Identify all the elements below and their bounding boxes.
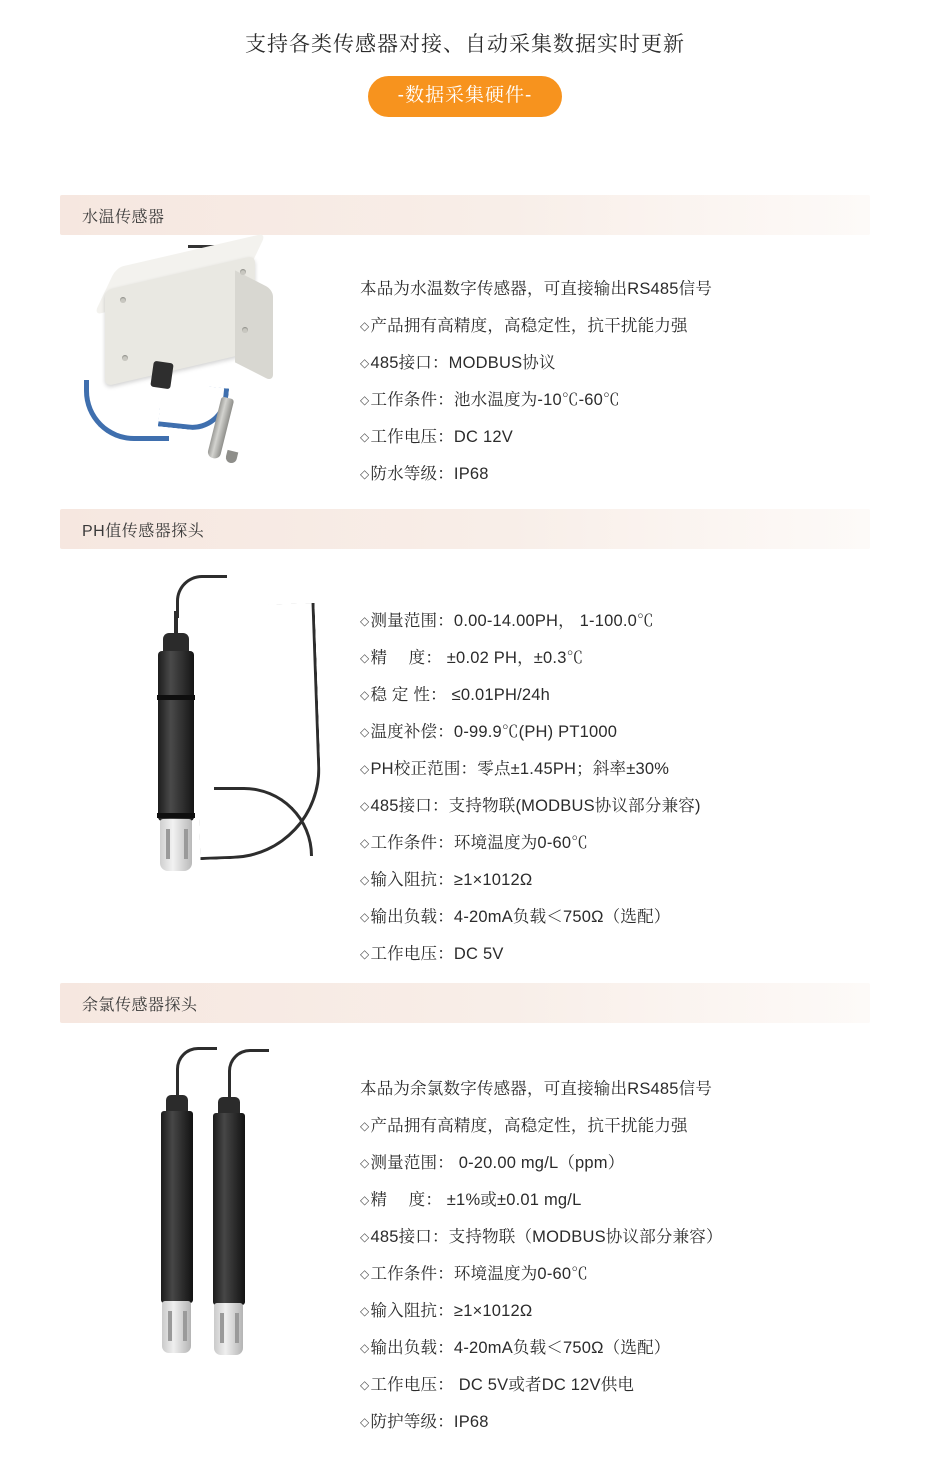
spec-text: 防水等级：IP68 [370, 465, 489, 483]
spec-line [360, 899, 930, 936]
page-title: 支持各类传感器对接、自动采集数据实时更新 [245, 33, 685, 56]
spec-line [360, 751, 930, 788]
section-badge: -数据采集硬件- [368, 76, 563, 117]
probe-tip-icon [225, 450, 239, 464]
screw-icon [240, 269, 246, 275]
screw-icon [120, 297, 126, 303]
diamond-bullet-icon: ◇ [360, 947, 370, 961]
spec-text: 485接口：支持物联（MODBUS协议部分兼容） [370, 1228, 723, 1246]
probe-slot-icon [168, 1311, 172, 1341]
diamond-bullet-icon: ◇ [360, 1230, 370, 1244]
spec-line [360, 345, 930, 382]
spec-list-chlorine [360, 1023, 930, 1441]
spec-text: 稳 定 性： ≤0.01PH/24h [370, 686, 550, 704]
cable-icon [176, 1047, 217, 1084]
diamond-bullet-icon: ◇ [360, 393, 370, 407]
water-temp-illustration [0, 245, 360, 475]
diamond-bullet-icon: ◇ [360, 1304, 370, 1318]
screw-icon [242, 327, 248, 333]
spec-text: 工作条件：环境温度为0-60℃ [370, 834, 588, 852]
spec-line [360, 419, 930, 456]
section-title: 水温传感器 [82, 208, 165, 226]
diamond-bullet-icon: ◇ [360, 614, 370, 628]
spec-text: 测量范围：0.00-14.00PH， 1-100.0℃ [370, 612, 654, 630]
section-content [0, 1023, 930, 1441]
spec-line [360, 603, 930, 640]
section-header-bar [60, 509, 870, 549]
spec-text: 工作电压：DC 12V [370, 428, 513, 446]
diamond-bullet-icon: ◇ [360, 430, 370, 444]
screw-icon [122, 355, 128, 361]
probe-slot-icon [183, 1311, 187, 1341]
spec-text: 输出负载：4-20mA负载＜750Ω（选配） [370, 1339, 671, 1357]
diamond-bullet-icon: ◇ [360, 1193, 370, 1207]
spec-line [360, 308, 930, 345]
spec-text: 产品拥有高精度，高稳定性，抗干扰能力强 [370, 317, 688, 335]
section-title: 余氯传感器探头 [82, 996, 198, 1014]
probe-ring-icon [157, 813, 195, 818]
spec-line [360, 456, 930, 493]
spec-text: 测量范围： 0-20.00 mg/L（ppm） [370, 1154, 625, 1172]
spec-text: 485接口：MODBUS协议 [370, 354, 556, 372]
spec-line [360, 1293, 930, 1330]
spec-line [360, 714, 930, 751]
diamond-bullet-icon: ◇ [360, 651, 370, 665]
spec-line [360, 640, 930, 677]
diamond-bullet-icon: ◇ [360, 467, 370, 481]
diamond-bullet-icon: ◇ [360, 1267, 370, 1281]
spec-line [360, 1404, 930, 1441]
diamond-bullet-icon: ◇ [360, 319, 370, 333]
diamond-bullet-icon: ◇ [360, 873, 370, 887]
spec-text: 工作条件：池水温度为-10℃-60℃ [370, 391, 620, 409]
spec-line [360, 382, 930, 419]
spec-text: 温度补偿：0-99.9℃(PH) PT1000 [370, 723, 618, 741]
spec-text: 精 度： ±1%或±0.01 mg/L [370, 1191, 582, 1209]
page-header [0, 0, 930, 117]
spec-text: 工作电压： DC 5V或者DC 12V供电 [370, 1376, 635, 1394]
diamond-bullet-icon: ◇ [360, 725, 370, 739]
spec-line [360, 825, 930, 862]
spec-line [360, 1367, 930, 1404]
diamond-bullet-icon: ◇ [360, 688, 370, 702]
diamond-bullet-icon: ◇ [360, 1378, 370, 1392]
probe-body-icon [161, 1111, 193, 1303]
spec-line [360, 677, 930, 714]
enclosure-side-face [235, 270, 273, 381]
diamond-bullet-icon: ◇ [360, 799, 370, 813]
probe-ring-icon [157, 695, 195, 700]
cable-icon [228, 1049, 269, 1086]
section-residual-chlorine-sensor-probe [0, 983, 930, 1441]
probe-body-icon [213, 1113, 245, 1305]
spec-line [360, 271, 930, 308]
spec-line [360, 936, 930, 973]
spec-line [360, 1330, 930, 1367]
spec-line [360, 1071, 930, 1108]
diamond-bullet-icon: ◇ [360, 762, 370, 776]
spec-line [360, 1145, 930, 1182]
spec-text: 防护等级：IP68 [370, 1413, 489, 1431]
badge-wrapper [0, 76, 930, 117]
product-image-chlorine-probe [0, 1023, 360, 1377]
diamond-bullet-icon: ◇ [360, 1415, 370, 1429]
spec-text: PH校正范围：零点±1.45PH；斜率±30% [370, 760, 670, 778]
spec-line [360, 1219, 930, 1256]
diamond-bullet-icon: ◇ [360, 356, 370, 370]
spec-line [360, 1182, 930, 1219]
spec-text: 输入阻抗：≥1×1012Ω [370, 1302, 533, 1320]
spec-text: 输出负载：4-20mA负载＜750Ω（选配） [370, 908, 671, 926]
probe-slot-icon [220, 1313, 224, 1343]
diamond-bullet-icon: ◇ [360, 910, 370, 924]
product-image-water-temp [0, 235, 360, 475]
chlorine-probe-illustration [0, 1047, 360, 1377]
probe-body-icon [158, 651, 194, 821]
section-ph-sensor-probe [0, 509, 930, 973]
section-header-bar [60, 983, 870, 1023]
diamond-bullet-icon: ◇ [360, 1156, 370, 1170]
probe-slot-icon [166, 829, 170, 859]
spec-line [360, 788, 930, 825]
cable-icon [176, 575, 227, 618]
diamond-bullet-icon: ◇ [360, 1119, 370, 1133]
section-header-bar [60, 195, 870, 235]
spec-text: 输入阻抗：≥1×1012Ω [370, 871, 533, 889]
spec-line [360, 1108, 930, 1145]
section-water-temp-sensor [0, 195, 930, 493]
spec-text: 485接口：支持物联(MODBUS协议部分兼容) [370, 797, 701, 815]
spec-text: 工作电压：DC 5V [370, 945, 504, 963]
section-title: PH值传感器探头 [82, 522, 205, 540]
diamond-bullet-icon: ◇ [360, 1341, 370, 1355]
section-content [0, 235, 930, 493]
spec-text: 工作条件：环境温度为0-60℃ [370, 1265, 588, 1283]
spec-list-water-temp [360, 235, 930, 493]
spec-text: 产品拥有高精度，高稳定性，抗干扰能力强 [370, 1117, 688, 1135]
probe-slot-icon [184, 829, 188, 859]
blue-cable-icon [84, 380, 169, 441]
spec-line [360, 1256, 930, 1293]
probe-slot-icon [235, 1313, 239, 1343]
diamond-bullet-icon: ◇ [360, 836, 370, 850]
spec-text: 本品为水温数字传感器，可直接输出RS485信号 [360, 280, 713, 298]
spec-text: 本品为余氯数字传感器，可直接输出RS485信号 [360, 1080, 713, 1098]
ph-probe-illustration [0, 575, 360, 905]
spec-text: 精 度： ±0.02 PH，±0.3℃ [370, 649, 584, 667]
spec-line [360, 862, 930, 899]
section-content [0, 549, 930, 973]
product-image-ph-probe [0, 549, 360, 905]
spec-list-ph [360, 549, 930, 973]
